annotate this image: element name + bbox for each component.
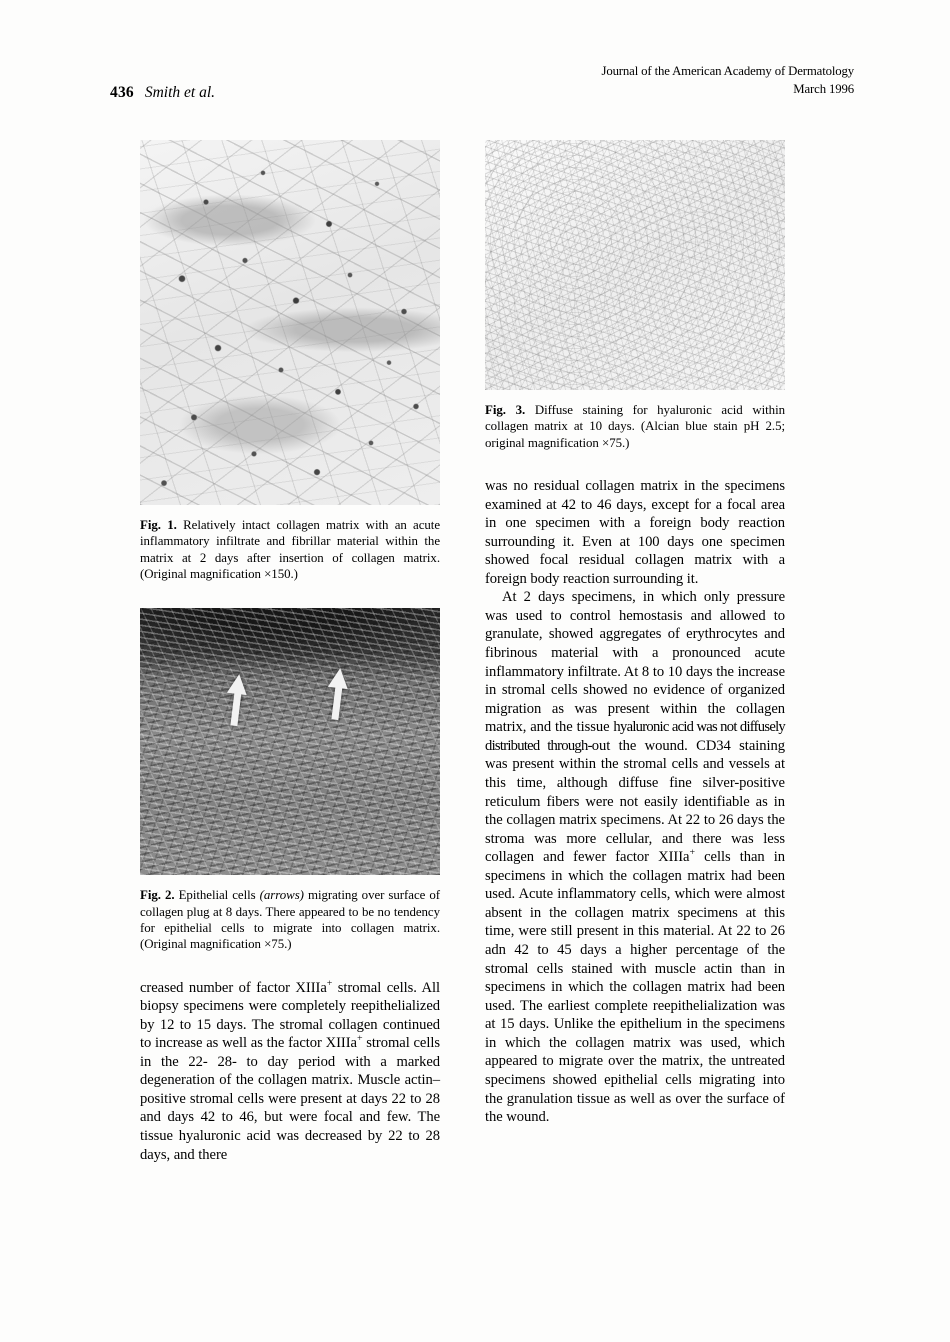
figure-1-label: Fig. 1.	[140, 518, 177, 532]
author-names: Smith et al.	[144, 84, 216, 101]
figure-3-caption	[485, 402, 785, 451]
figure-2-caption	[140, 887, 440, 952]
figure-1	[140, 140, 440, 582]
left-p1-pre: creased number of factor XIIIa	[140, 979, 327, 996]
superscript-plus: +	[326, 977, 333, 989]
figure-3-label: Fig. 3.	[485, 403, 526, 417]
figure-3	[485, 140, 785, 451]
journal-title-block	[601, 62, 854, 98]
right-column-body	[485, 477, 785, 1127]
right-column	[485, 140, 785, 1127]
superscript-plus: +	[689, 847, 695, 859]
left-paragraph-1	[140, 979, 440, 1165]
right-p2-tight-line: hyaluronic acid was not diffusely distributed through-	[485, 719, 785, 754]
figure-2-image	[140, 608, 440, 875]
left-column-body	[140, 979, 440, 1165]
figure-2-caption-text-part1: Epithelial cells	[178, 888, 260, 903]
figure-3-caption-text: Diffuse staining for hyaluronic acid within collagen matrix at 10 days. (Alcian blue stain pH 2.5; original magnification ×75.)	[485, 403, 785, 450]
folio-and-authors	[110, 84, 215, 102]
right-paragraph-1: was no residual collagen matrix in the specimens examined at 42 to 46 days, except for a focal area in one specimen with a foreign body reaction surrounding it. Even at 100 days one specimen showed focal residual collagen matrix with a foreign body reaction surrounding it.	[485, 477, 785, 587]
superscript-plus: +	[356, 1033, 363, 1045]
left-column	[140, 140, 440, 1164]
right-p2-b: out the wound. CD34 staining was present within the stromal cells and vessels at this time, although diffuse fine silver-positive reticulum fibers were not easily identifiable as in the collagen matrix specimens. At 22 to 26 days the stroma was more cellular, and there was less collagen and fewer factor XIIIa	[485, 737, 785, 866]
right-p2-a: At 2 days specimens, in which only pressure was used to control hemostasis and allowed to granulate, showed aggregates of erythrocytes and fibrinous material with a pronounced acute inflammatory infiltrate. At 8 to 10 days the increase in stromal cells showed no evidence of organized migration as was present within the collagen matrix, and the tissue	[485, 589, 785, 736]
figure-2	[140, 608, 440, 952]
left-p1-post: stromal cells in the 22- 28- to day period with a marked degeneration of the collagen matrix. Muscle actin–positive stromal cells were present at days 22 to 28 and days 42 to 46, but were focal and few. The tissue hyaluronic acid was decreased by 22 to 28 days, and there	[140, 1035, 440, 1163]
figure-3-image	[485, 140, 785, 390]
figure-1-caption	[140, 517, 440, 582]
issue-date: March 1996	[793, 82, 854, 97]
running-head	[110, 62, 854, 114]
figure-2-label: Fig. 2.	[140, 888, 175, 903]
journal-name: Journal of the American Academy of Dermatology	[601, 64, 854, 78]
right-p2-c: cells than in specimens in which the collagen matrix had been used. Acute inflammatory cells, which were almost absent in the collagen matrix specimens at this time, were still present in this material. At 22 to 26 adn 42 to 45 days a higher percentage of the stromal cells stained with muscle actin than in specimens in which the collagen matrix had been used. The earliest complete reepithelialization was at 15 days. Unlike the epithelium in the specimens in which the collagen matrix was used, which appeared to migrate over the matrix, the untreated specimens showed epithelial cells migrating into the granulation tissue as well as over the surface of the wound.	[485, 849, 785, 1126]
page-number: 436	[110, 84, 134, 101]
figure-1-image	[140, 140, 440, 505]
right-paragraph-2	[485, 588, 785, 1126]
figure-2-caption-arrows: (arrows)	[259, 888, 304, 903]
figure-1-caption-text: Relatively intact collagen matrix with an acute inflammatory infiltrate and fibrillar material within the matrix at 2 days after insertion of collagen matrix. (Original magnification ×150.)	[140, 518, 440, 581]
figure-2-caption-text-part2: migrating over surface of collagen plug at 8 days. There appeared to be no tendency for epithelial cells to migrate into collagen matrix. (Original magnification ×75.)	[140, 888, 440, 952]
left-p1-mid: stromal cells. All biopsy specimens were completely reepithelialized by 12 to 15 days. The stromal collagen continued to increase as well as the factor XIIIa	[140, 979, 440, 1052]
